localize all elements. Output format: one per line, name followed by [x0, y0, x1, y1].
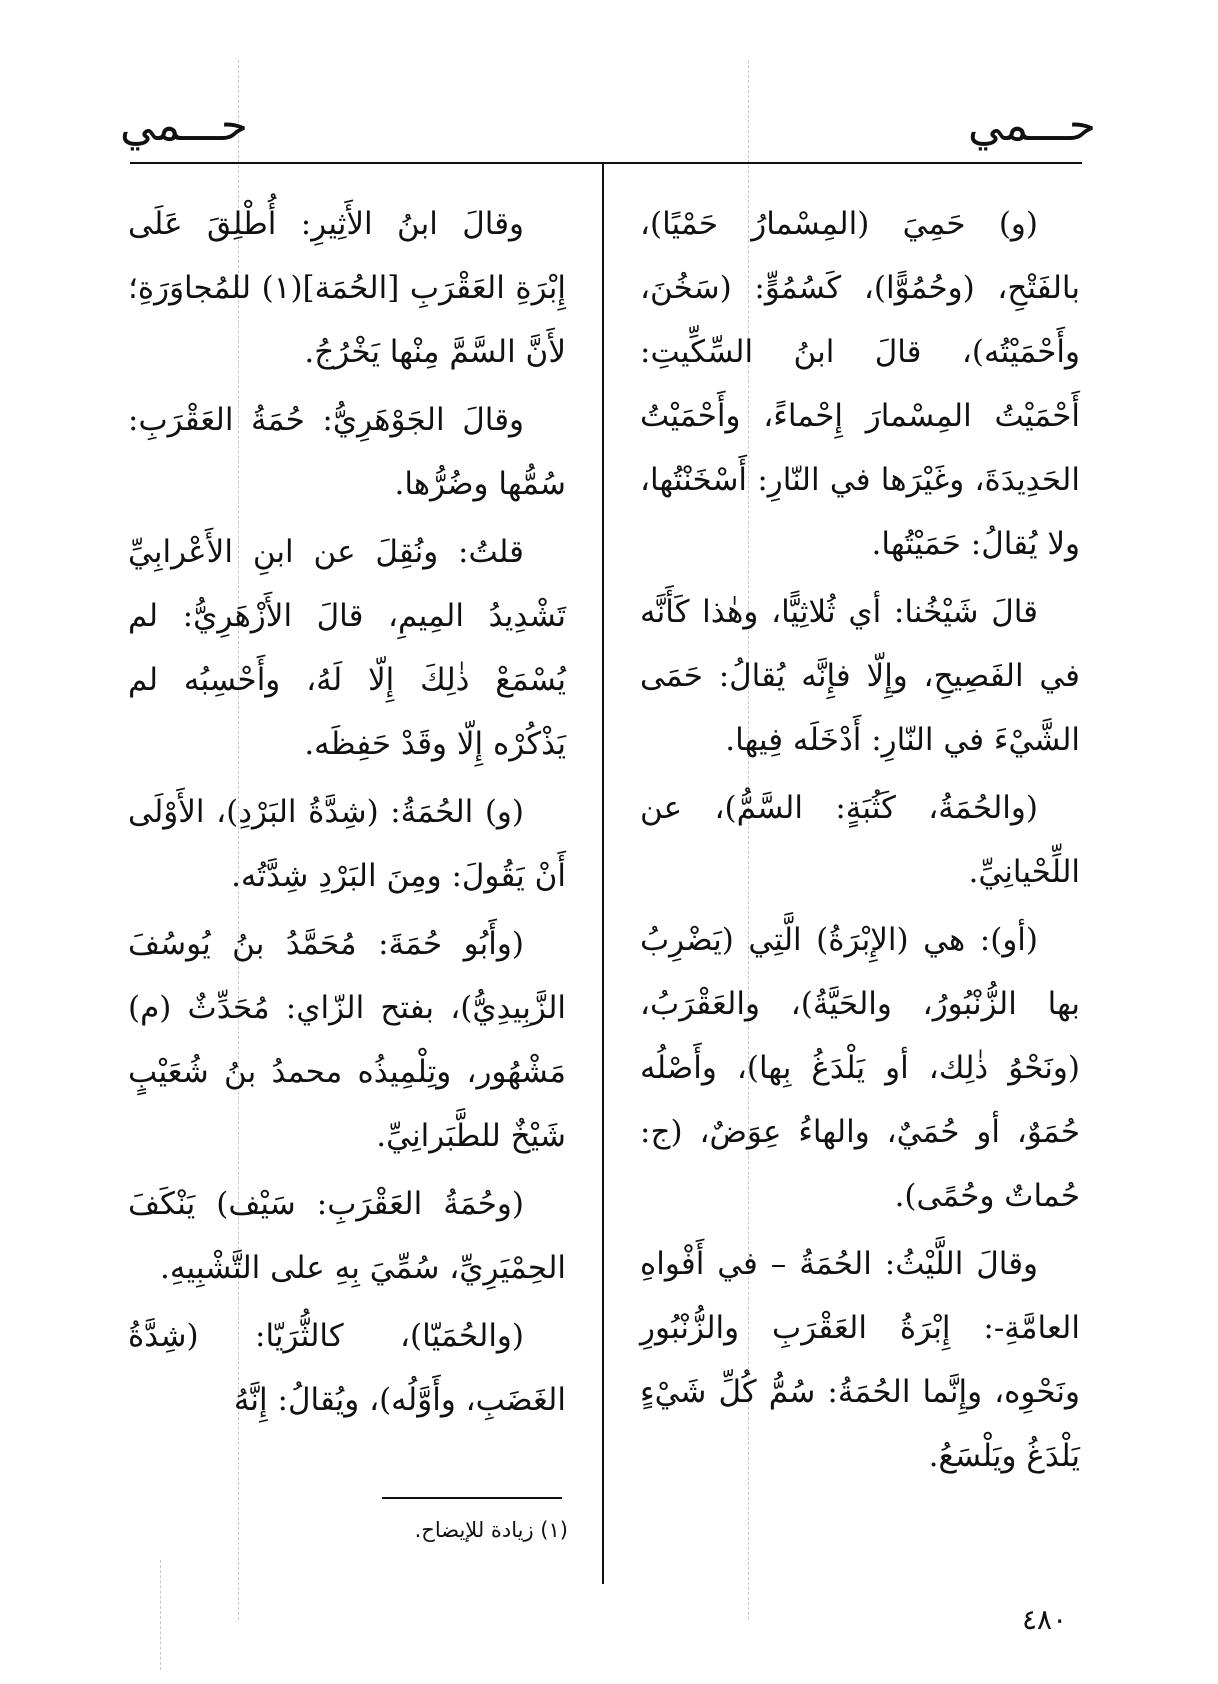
paragraph: قالَ شَيْخُنا: أي ثُلاثِيًّا، وهٰذا كَأَنَّه في الفَصِيحِ، وإِلّا فإِنَّه يُقالُ: حَمَى الشَّيْءَ في النّارِ: أَدْخَلَه فِيها. [640, 594, 1080, 758]
paragraph: (و) حَمِيَ (المِسْمارُ حَمْيًا)، بالفَتْحِ، (وحُمُوًّا)، كَسُمُوٍّ: (سَخُنَ، وأَحْمَيْتُه)، قالَ ابنُ السِّكِّيتِ: أَحْمَيْتُ المِسْمارَ إِحْماءً، وأَحْمَيْتُ الحَدِيدَةَ، وغَيْرَها في النّارِ: أَسْخَنْتُها، ولا يُقالُ: حَمَيْتُها. [640, 206, 1080, 562]
paragraph: (وأَبُو حُمَةَ: مُحَمَّدُ بنُ يُوسُفَ الزَّبِيدِيُّ)، بفتح الزّاي: مُحَدِّثٌ (م) مَشْهُور، وتِلْمِيذُه محمدُ بنُ شُعَيْبٍ شَيْخٌ للطَّبَرانِيِّ. [128, 926, 566, 1154]
footnote: (١) زيادة للإيضاح. [414, 1518, 568, 1542]
paragraph: وقالَ اللَّيْثُ: الحُمَةُ – في أَفْواهِ العامَّةِ-: إِبْرَةُ العَقْرَبِ والزُّنْبُورِ ونَحْوِه، وإِنَّما الحُمَةُ: سُمُّ كُلِّ شَيْءٍ يَلْدَغُ ويَلْسَعُ. [640, 1246, 1080, 1474]
right-column [640, 192, 1080, 1492]
left-column [128, 192, 566, 1436]
paragraph: قلتُ: ونُقِلَ عن ابنِ الأَعْرابِيِّ تَشْدِيدُ المِيمِ، قالَ الأَزْهَرِيُّ: لم يُسْمَعْ ذٰلِكَ إِلّا لَهُ، وأَحْسِبُه لم يَذْكُرْه إِلّا وقَدْ حَفِظَه. [128, 534, 566, 762]
page-number: ٤٨٠ [1022, 1603, 1068, 1636]
running-head-right: حـــمي [968, 100, 1096, 151]
column-divider [602, 162, 604, 1584]
paragraph: وقالَ الجَوْهَرِيُّ: حُمَةُ العَقْرَبِ: سُمُّها وضُرُّها. [128, 402, 566, 502]
paragraph: (وحُمَةُ العَقْرَبِ: سَيْف) يَنْكَفَ الحِمْيَرِيِّ، سُمِّيَ بِهِ على التَّشْبِيهِ. [128, 1186, 566, 1286]
paragraph: (أو): هي (الإِبْرَةُ) الَّتِي (يَضْرِبُ بها الزُّنْبُورُ، والحَيَّةُ)، والعَقْرَبُ، (ونَحْوُ ذٰلِك، أو يَلْدَغُ بِها)، وأَصْلُه حُمَوٌ، أو حُمَيٌ، والهاءُ عِوَضٌ، (ج: حُماتٌ وحُمًى). [640, 922, 1080, 1214]
paragraph: (والحُمَةُ، كَثُبَةٍ: السَّمُّ)، عن اللِّحْيانِيِّ. [640, 790, 1080, 890]
running-head-left: حـــمي [120, 100, 248, 151]
footnote-rule [382, 1497, 562, 1499]
paragraph: (و) الحُمَةُ: (شِدَّةُ البَرْدِ)، الأَوْلَى أَنْ يَقُولَ: ومِنَ البَرْدِ شِدَّتُه. [128, 794, 566, 894]
paragraph: (والحُمَيّا)، كالثُّرَيّا: (شِدَّةُ الغَضَبِ، وأَوَّلُه)، ويُقالُ: إِنَّهُ [128, 1318, 566, 1418]
header-rule [130, 162, 1082, 164]
scan-guide-line [160, 1560, 161, 1670]
paragraph: وقالَ ابنُ الأَثِيرِ: أُطْلِقَ عَلَى إِبْرَةِ العَقْرَبِ [الحُمَة](١) للمُجاوَرَةِ؛ لأَنَّ السَّمَّ مِنْها يَخْرُجُ. [128, 206, 567, 370]
